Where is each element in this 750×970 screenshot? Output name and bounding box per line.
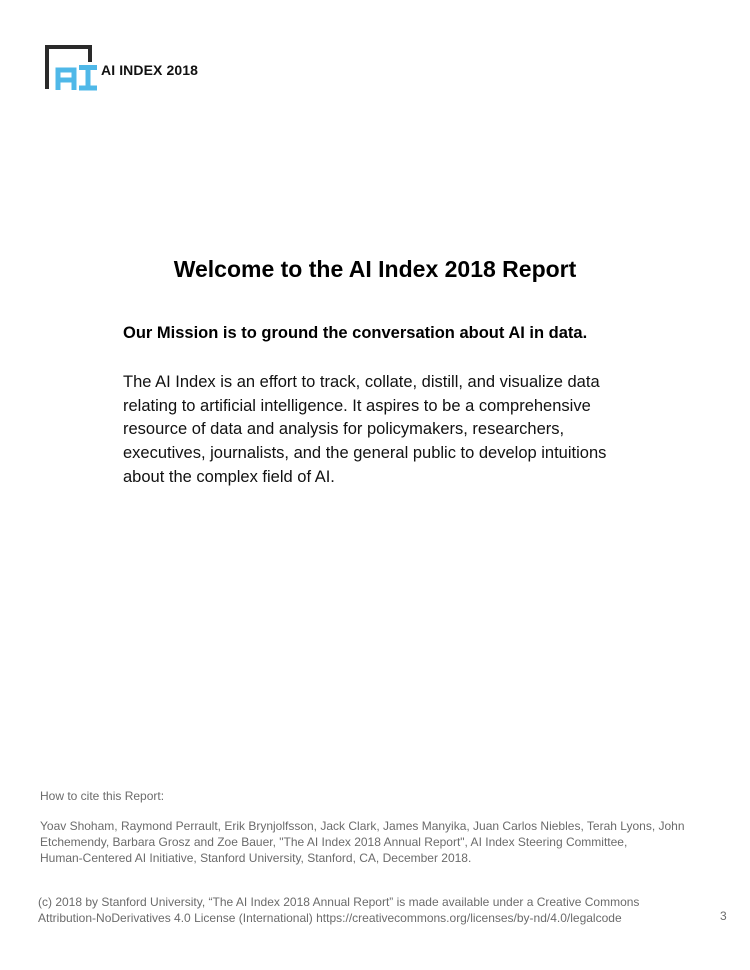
license-notice xyxy=(38,894,698,926)
intro-line: about the complex field of AI. xyxy=(123,467,335,486)
citation-line: Etchemendy, Barbara Grosz and Zoe Bauer, "The AI Index 2018 Annual Report", AI Index Steering Committee, xyxy=(40,835,628,849)
intro-line: executives, journalists, and the general public to develop intuitions xyxy=(123,444,607,463)
license-line: (c) 2018 by Stanford University, “The AI Index 2018 Annual Report” is made available under a Creative Commons xyxy=(38,895,640,909)
intro-paragraph xyxy=(123,371,643,490)
license-line: Attribution-NoDerivatives 4.0 License (International) https://creativecommons.org/licenses/by-nd/4.0/legalcode xyxy=(38,911,622,925)
intro-line: relating to artificial intelligence. It aspires to be a comprehensive xyxy=(123,396,591,415)
intro-line: resource of data and analysis for policymakers, researchers, xyxy=(123,420,565,439)
logo-text: AI INDEX 2018 xyxy=(101,62,199,78)
citation-line: Human-Centered AI Initiative, Stanford University, Stanford, CA, December 2018. xyxy=(40,851,472,865)
ai-index-logo-icon xyxy=(44,44,104,92)
page-title: Welcome to the AI Index 2018 Report xyxy=(173,256,577,282)
page-number: 3 xyxy=(720,909,727,923)
citation-text xyxy=(40,818,710,866)
mission-statement: Our Mission is to ground the conversation about AI in data. xyxy=(123,324,588,342)
citation-label: How to cite this Report: xyxy=(40,789,165,803)
citation-line: Yoav Shoham, Raymond Perrault, Erik Brynjolfsson, Jack Clark, James Manyika, Juan Carlos Niebles, Terah Lyons, John xyxy=(40,819,685,833)
intro-line: The AI Index is an effort to track, collate, distill, and visualize data xyxy=(123,373,600,391)
